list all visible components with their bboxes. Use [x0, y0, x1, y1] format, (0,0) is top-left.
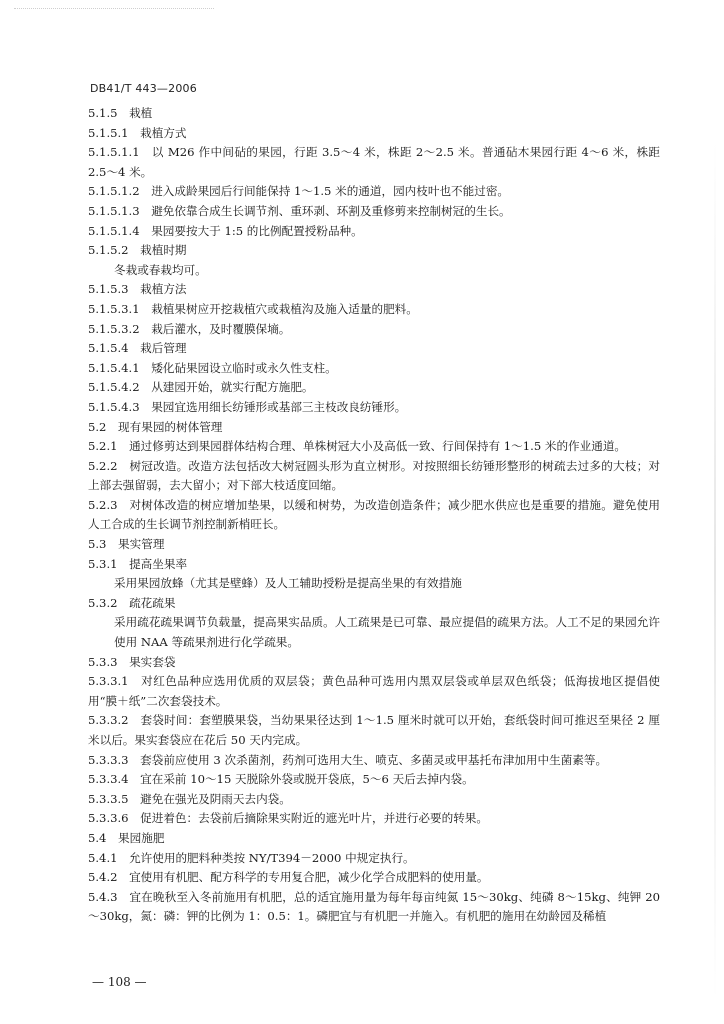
text-line: 5.4.3 宜在晚秋至入冬前施用有机肥，总的适宜施用量为每年每亩纯氮 15～30kg、纯磷 8～15kg、纯钾 20～30kg，氮：磷：钾的比例为 1：0.5：1。磷肥宜与有机肥一并施入。有机肥的施用在幼龄园及稀植 — [88, 889, 660, 924]
text-line: 5.1.5.2 栽植时期 — [88, 243, 187, 258]
standard-code: DB41/T 443—2006 — [90, 82, 197, 95]
text-line: 5.2.2 树冠改造。改造方法包括改大树冠圆头形为直立树形。对按照细长纺锤形整形的树疏去过多的大枝；对上部去强留弱，去大留小；对下部大枝适度回缩。 — [88, 458, 660, 493]
text-line: 5.1.5.3.1 栽植果树应开挖栽植穴或栽植沟及施入适量的肥料。 — [88, 301, 418, 316]
scan-artifact — [14, 8, 214, 13]
text-line: 采用果园放蜂（尤其是壁蜂）及人工辅助授粉是提高坐果的有效措施 — [114, 576, 462, 591]
text-line: 5.1.5.3 栽植方法 — [88, 282, 187, 297]
text-line: 5.1.5 栽植 — [88, 106, 153, 120]
text-line: 5.1.5.1.2 进入成龄果园后行间能保持 1～1.5 米的通道，园内枝叶也不能过密。 — [88, 184, 510, 199]
text-line: 5.1.5.4.3 果园宜选用细长纺锤形或基部三主枝改良纺锤形。 — [88, 399, 407, 414]
text-line: 采用疏花疏果调节负载量，提高果实品质。人工疏果是已可靠、最应提倡的疏果方法。人工不足的果园允许使用 NAA 等疏果剂进行化学疏果。 — [114, 615, 660, 650]
page-number: — 108 — — [92, 975, 147, 989]
text-line: 5.3.3.1 对红色品种应选用优质的双层袋；黄色品种可选用内黑双层袋或单层双色纸袋；低海拔地区提倡使用“膜＋纸”二次套袋技术。 — [88, 674, 660, 708]
text-line: 5.4 果园施肥 — [88, 830, 165, 845]
page-edge-shadow — [714, 140, 716, 1000]
text-line: 5.2.1 通过修剪达到果园群体结构合理、单株树冠大小及高低一致、行间保持有 1～1.5 米的作业通道。 — [88, 439, 627, 454]
text-line: 冬栽或春栽均可。 — [114, 262, 207, 277]
text-line: 5.3.3.3 套袋前应使用 3 次杀菌剂，药剂可选用大生、喷克、多菌灵或甲基托布津加用中生菌素等。 — [88, 752, 608, 767]
text-line: 5.1.5.1 栽植方式 — [88, 125, 187, 140]
text-line: 5.1.5.4.1 矮化砧果园设立临时或永久性支柱。 — [88, 360, 337, 375]
text-line: 5.3.2 疏花疏果 — [88, 595, 176, 610]
text-line: 5.1.5.4 栽后管理 — [88, 341, 187, 356]
text-line: 5.1.5.1.4 果园要按大于 1:5 的比例配置授粉品种。 — [88, 223, 363, 238]
document-body — [88, 104, 660, 927]
text-line: 5.3.3 果实套袋 — [88, 654, 176, 669]
text-line: 5.1.5.4.2 从建园开始，就实行配方施肥。 — [88, 380, 314, 395]
text-line: 5.4.2 宜使用有机肥、配方科学的专用复合肥，减少化学合成肥料的使用量。 — [88, 870, 489, 885]
text-line: 5.3.3.6 促进着色：去袋前后摘除果实附近的遮光叶片，并进行必要的转果。 — [88, 811, 488, 826]
text-line: 5.1.5.1.3 避免依靠合成生长调节剂、重环剥、环割及重修剪来控制树冠的生长。 — [88, 203, 511, 218]
text-line: 5.3.3.5 避免在强光及阴雨天去内袋。 — [88, 791, 291, 806]
text-line: 5.3.1 提高坐果率 — [88, 556, 188, 571]
text-line: 5.1.5.3.2 栽后灌水，及时覆膜保墒。 — [88, 321, 291, 336]
text-line: 5.3 果实管理 — [88, 537, 165, 552]
text-line: 5.1.5.1.1 以 M26 作中间砧的果园，行距 3.5～4 米，株距 2～2.5 米。普通砧木果园行距 4～6 米，株距 2.5～4 米。 — [88, 145, 660, 179]
text-line: 5.2 现有果园的树体管理 — [88, 419, 223, 434]
text-line: 5.2.3 对树体改造的树应增加垫果，以缓和树势，为改造创造条件；减少肥水供应也是重要的措施。避免使用人工合成的生长调节剂控制新梢旺长。 — [88, 497, 660, 532]
text-line: 5.4.1 允许使用的肥料种类按 NY/T394－2000 中规定执行。 — [88, 850, 415, 865]
text-line: 5.3.3.2 套袋时间：套塑膜果袋，当幼果果径达到 1～1.5 厘米时就可以开始，套纸袋时间可推迟至果径 2 厘米以后。果实套袋应在花后 50 天内完成。 — [88, 713, 660, 747]
text-line: 5.3.3.4 宜在采前 10～15 天脱除外袋或脱开袋底，5～6 天后去掉内袋。 — [88, 772, 474, 787]
